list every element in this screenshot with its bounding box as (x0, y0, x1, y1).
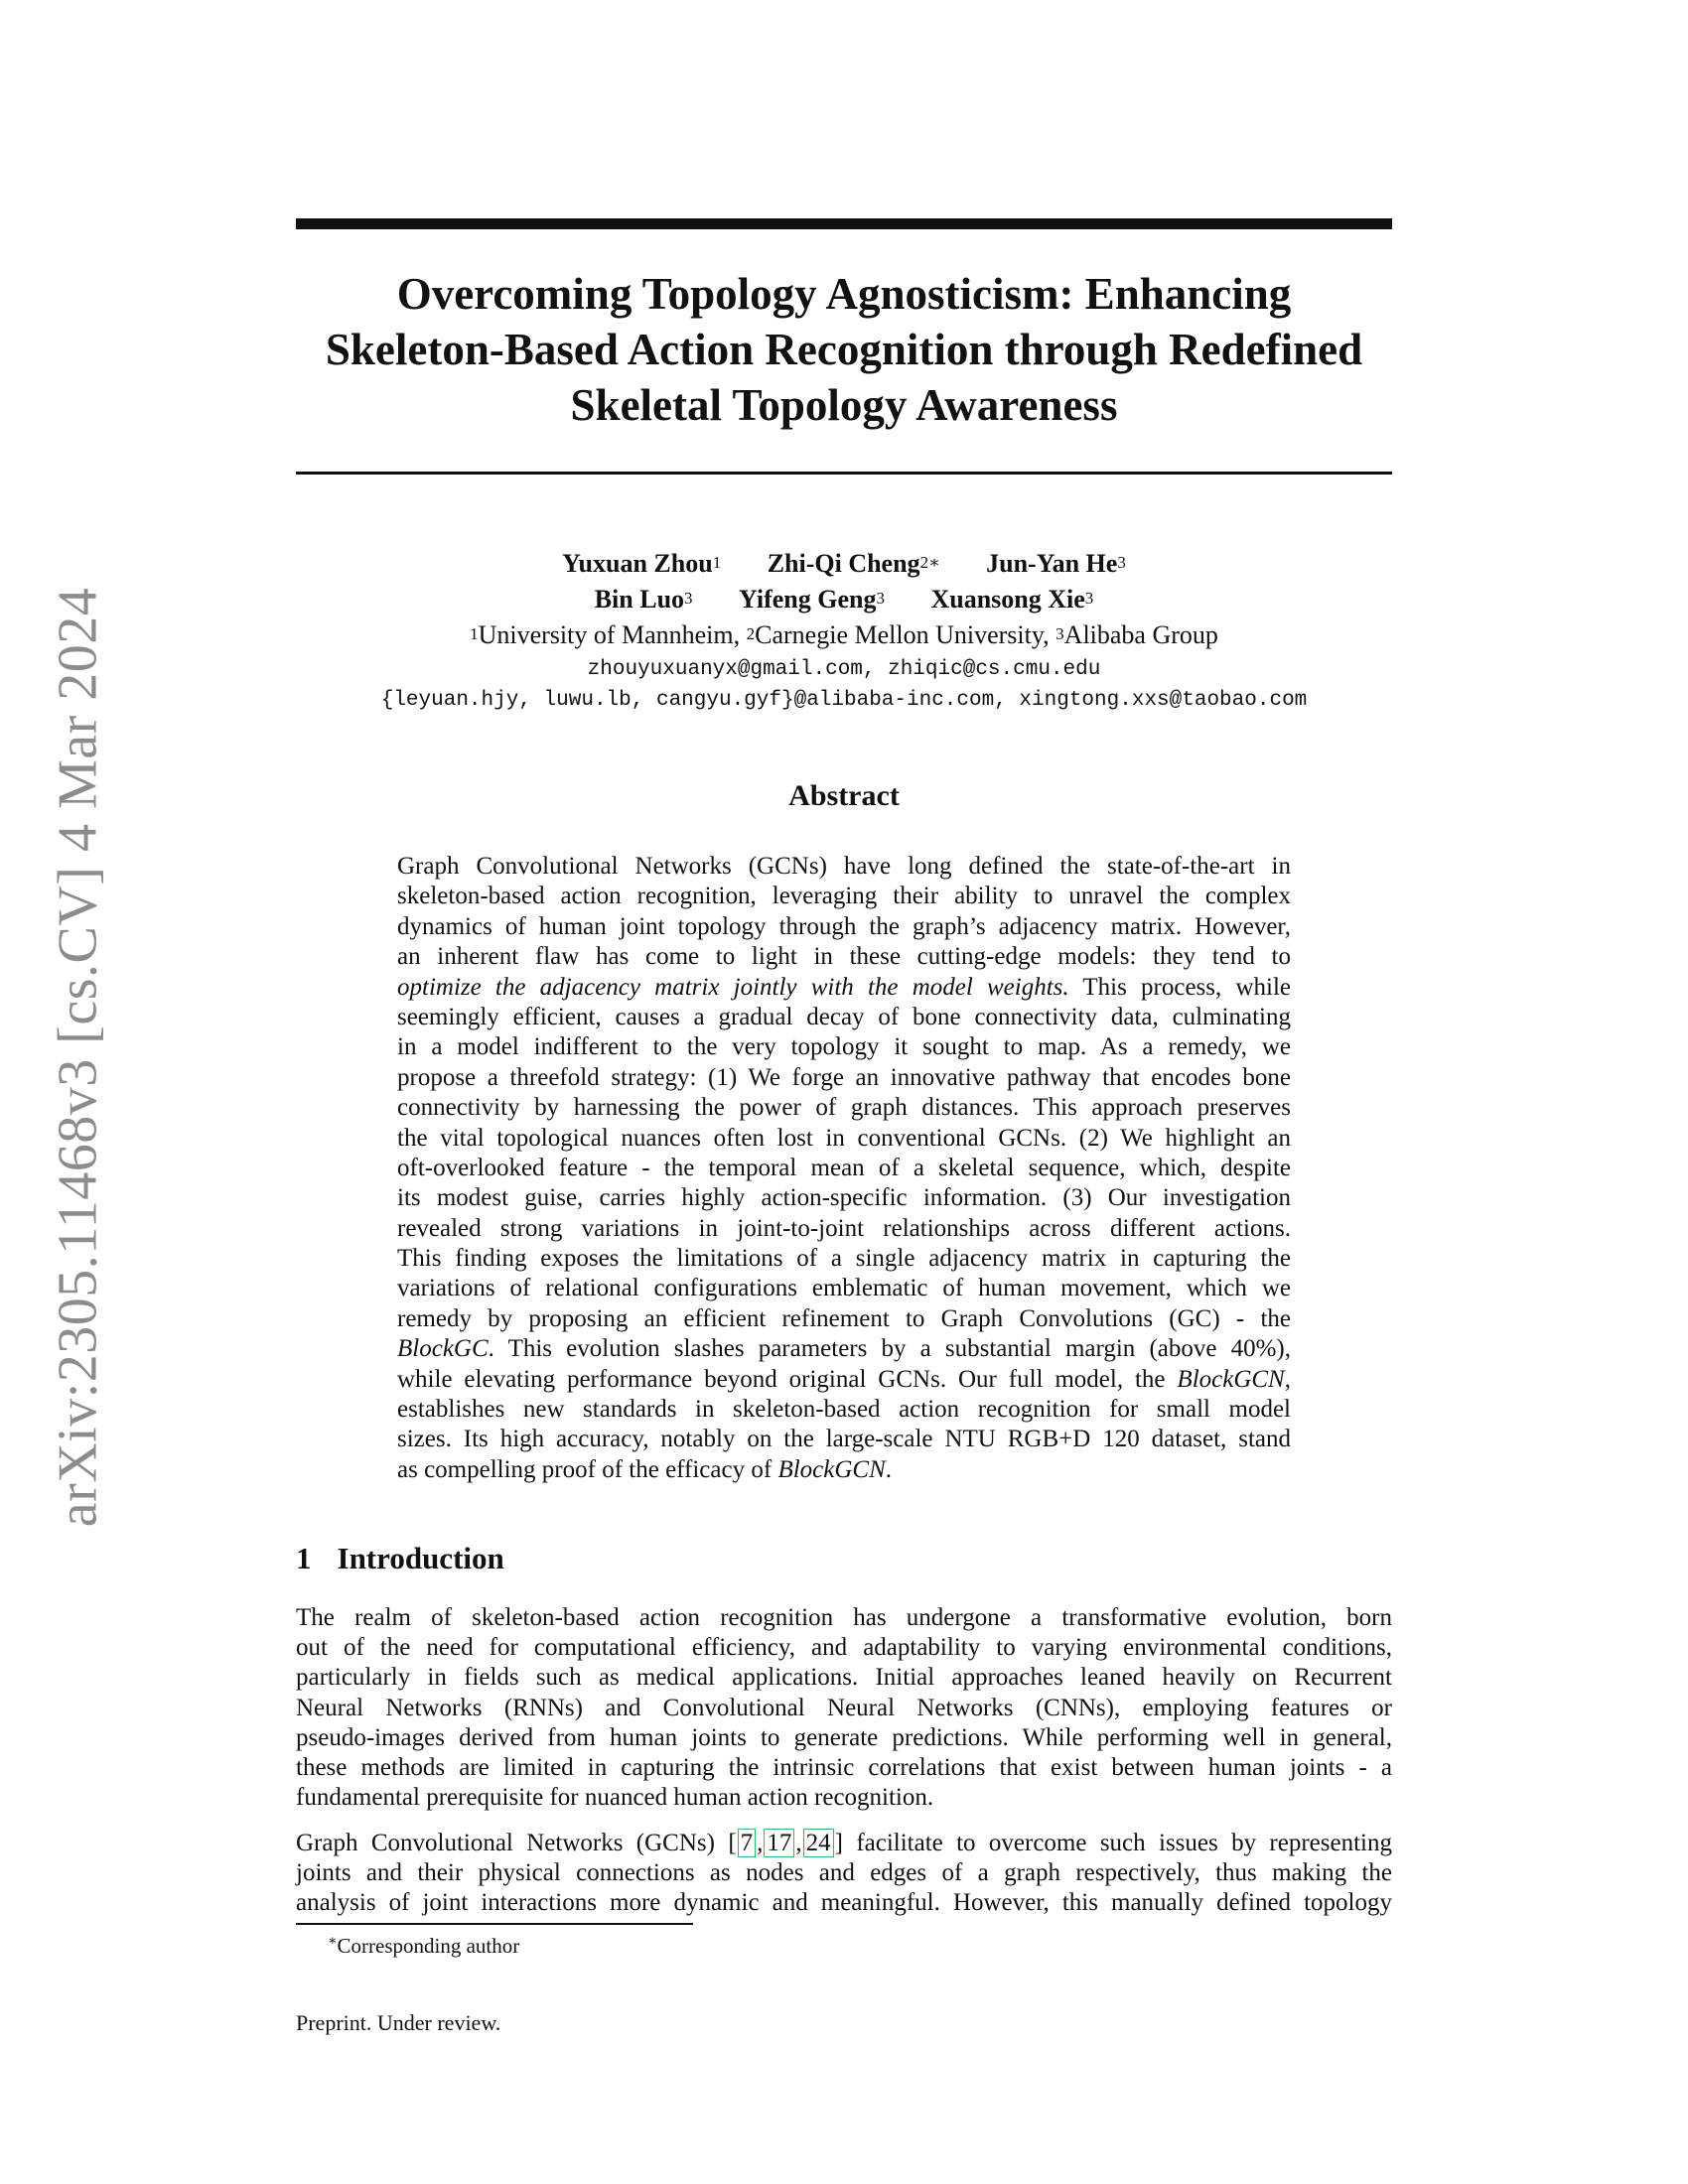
title-line: Skeleton-Based Action Recognition through Redefined (325, 325, 1363, 374)
footnote-rule (296, 1923, 693, 1925)
body-line: Neural Networks (RNNs) and Convolutional Neural Networks (CNNs), employing features or (296, 1694, 1392, 1721)
citation-link[interactable]: 17 (764, 1829, 794, 1857)
email-line: zhouyuxuanyx@gmail.com, zhiqic@cs.cmu.edu (587, 658, 1101, 681)
abstract-line: its modest guise, carries highly action-specific information. (3) Our investigation (397, 1184, 1291, 1212)
author: Yifeng Geng$^3$ (739, 585, 885, 614)
intro-paragraph-1 (296, 1603, 1392, 1813)
abstract-heading: Abstract (788, 779, 900, 812)
author-row-1 (296, 547, 1392, 583)
abstract-line: revealed strong variations in joint-to-joint relationships across different actions. (397, 1214, 1291, 1242)
abstract-line: as compelling proof of the efficacy of BlockGCN. (397, 1455, 893, 1483)
title-line: Skeletal Topology Awareness (570, 380, 1118, 430)
preprint-note: Preprint. Under review. (296, 2010, 501, 2035)
author-block (296, 547, 1392, 716)
body-line: pseudo-images derived from human joints to generate predictions. While performing well in general, (296, 1723, 1392, 1751)
abstract-line: establishes new standards in skeleton-based action recognition for small model (397, 1396, 1291, 1424)
abstract-line: propose a threefold strategy: (1) We forge an innovative pathway that encodes bone (397, 1063, 1291, 1091)
citation-link[interactable]: 7 (738, 1829, 757, 1857)
body-line: these methods are limited in capturing the intrinsic correlations that exist between human joints - a (296, 1753, 1392, 1781)
section-number: 1 (296, 1541, 312, 1575)
abstract-line: an inherent flaw has come to light in these cutting-edge models: they tend to (397, 943, 1291, 971)
author: Xuansong Xie$^3$ (930, 585, 1094, 614)
intro-paragraph-2 (296, 1829, 1392, 1919)
footnote: ∗Corresponding author (328, 1934, 520, 1958)
section-heading-introduction (296, 1541, 504, 1576)
abstract-line: the vital topological nuances often lost in conventional GCNs. (2) We highlight an (397, 1124, 1291, 1152)
abstract-line: remedy by proposing an efficient refinement to Graph Convolutions (GC) - the (397, 1304, 1291, 1332)
body-line: fundamental prerequisite for nuanced human action recognition. (296, 1784, 934, 1812)
title-line: Overcoming Topology Agnosticism: Enhancing (396, 269, 1292, 319)
body-line: out of the need for computational efficiency, and adaptability to varying environmental conditions, (296, 1634, 1392, 1662)
arxiv-identifier-text: arXiv:2305.11468v3 [cs.CV] 4 Mar 2024 (47, 587, 108, 1528)
title-bottom-rule (296, 472, 1392, 475)
abstract-line: optimize the adjacency matrix jointly with the model weights. This process, while (397, 973, 1292, 1001)
title-top-rule (296, 218, 1392, 229)
abstract-line: dynamics of human joint topology through the graph’s adjacency matrix. However, (397, 912, 1291, 940)
abstract-line: while elevating performance beyond original GCNs. Our full model, the BlockGCN, (397, 1365, 1291, 1393)
abstract-line: variations of relational configurations emblematic of human movement, which we (397, 1275, 1291, 1302)
abstract-body (397, 852, 1291, 1485)
citation-link[interactable]: 24 (803, 1829, 834, 1857)
abstract-line: Graph Convolutional Networks (GCNs) have long defined the state-of-the-art in (397, 853, 1291, 880)
abstract-line: BlockGC. This evolution slashes parameters by a substantial margin (above 40%), (397, 1335, 1291, 1363)
author-row-2 (296, 583, 1392, 618)
abstract-line: This finding exposes the limitations of a single adjacency matrix in capturing the (397, 1245, 1291, 1273)
author: Yuxuan Zhou$^1$ (562, 549, 722, 578)
abstract-line: seemingly efficient, causes a gradual decay of bone connectivity data, culminating (397, 1003, 1291, 1030)
body-line: particularly in fields such as medical applications. Initial approaches leaned heavily on Recurrent (296, 1664, 1392, 1692)
body-line: The realm of skeleton-based action recognition has undergone a transformative evolution, born (296, 1604, 1392, 1631)
abstract-line: connectivity by harnessing the power of graph distances. This approach preserves (397, 1094, 1291, 1122)
abstract-line: in a model indifferent to the very topology it sought to map. As a remedy, we (397, 1033, 1291, 1061)
body-line: analysis of joint interactions more dynamic and meaningful. However, this manually defined topology (296, 1889, 1392, 1917)
arxiv-identifier (18, 581, 137, 1534)
abstract-line: skeleton-based action recognition, leveraging their ability to unravel the complex (397, 883, 1291, 910)
abstract-line: oft-overlooked feature - the temporal mean of a skeletal sequence, which, despite (397, 1154, 1291, 1181)
author: Bin Luo$^3$ (594, 585, 693, 614)
author: Zhi-Qi Cheng$^{2∗}$ (767, 549, 940, 578)
affiliations: $^1$University of Mannheim, $^2$Carnegie Mellon University, $^3$Alibaba Group (470, 620, 1218, 649)
section-title: Introduction (337, 1541, 504, 1575)
body-line: Graph Convolutional Networks (GCNs) [ 7 , 17 , 24 ] facilitate to overcome such issues by representing (296, 1830, 1392, 1856)
paper-title (296, 266, 1392, 433)
body-line: joints and their physical connections as nodes and edges of a graph respectively, thus making the (296, 1859, 1392, 1887)
author: Jun-Yan He$^3$ (986, 549, 1126, 578)
email-line: {leyuan.hjy, luwu.lb, cangyu.gyf}@alibaba-inc.com, xingtong.xxs@taobao.com (380, 689, 1308, 712)
abstract-line: sizes. Its high accuracy, notably on the large-scale NTU RGB+D 120 dataset, stand (397, 1426, 1291, 1453)
